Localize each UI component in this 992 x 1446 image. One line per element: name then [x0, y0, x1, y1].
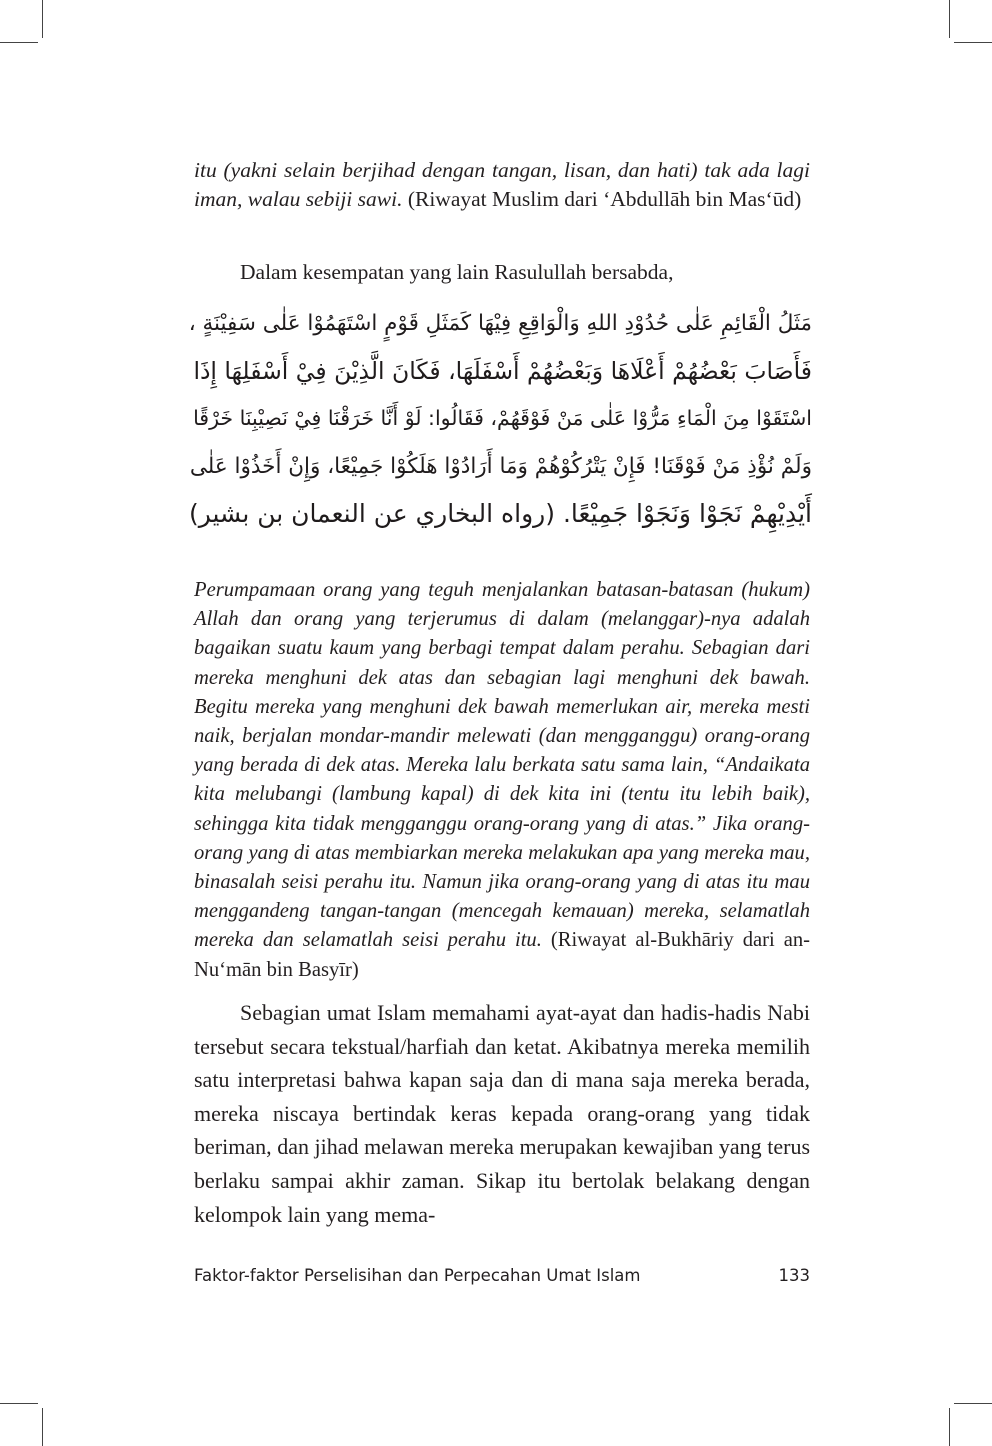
page-number: 133 — [778, 1266, 810, 1285]
arabic-line: أَيْدِيْهِمْ نَجَوْا وَنَجَوْا جَمِيْعًا. (رواه البخاري عن النعمان بن بشير) — [188, 499, 812, 528]
crop-mark — [42, 0, 43, 38]
translation-citation: (Riwayat al-Bukhāriy dari an-Nuʻmān bin Basyīr) — [194, 929, 811, 981]
body-paragraph — [194, 996, 810, 1231]
crop-mark — [42, 1408, 43, 1446]
running-footer-title: Faktor-faktor Perselisihan dan Perpecahan Umat Islam — [194, 1266, 641, 1285]
arabic-line: وَلَمْ نُؤْذِ مَنْ فَوْقَنَا! فَإِنْ يَتْرُكُوْهُمْ وَمَا أَرَادُوْا هَلَكُوْا جَمِيْعًا، وَإِنْ أَخَذُوْا عَلٰى — [189, 453, 812, 479]
arabic-line: مَثَلُ الْقَائِمِ عَلٰى حُدُوْدِ اللهِ وَالْوَاقِعِ فِيْهَا كَمَثَلِ قَوْمٍ اسْتَهَمُوْا عَلٰى سَفِيْنَةٍ ، — [188, 311, 812, 336]
translation-italic-text: Perumpamaan orang yang teguh menjalankan batasan-batasan (hukum) Allah dan orang yang terjerumus di dalam (melanggar)-nya adalah bagaikan suatu kaum yang berbagi tempat dalam perahu. Sebagian dari mereka menghuni dek atas dan sebagian lagi menghuni dek bawah. Begitu mereka yang menghuni dek bawah memerlukan air, mereka mesti naik, berjalan mondar-mandir melewati (dan mengganggu) orang-orang yang berada di dek atas. Mereka lalu berkata satu sama lain, “Andaikata kita melubangi (lambung kapal) di dek kita ini (tentu itu lebih baik), sehingga kita tidak mengganggu orang-orang yang di atas.” Jika orang-orang yang di atas membiarkan mereka melakukan apa yang mereka mau, binasalah seisi perahu itu. Namun jika orang-orang yang di atas itu mau menggandeng tangan-tangan (mencegah kemauan) mereka, selamatlah mereka dan selamatlah seisi perahu itu. — [194, 579, 810, 952]
arabic-line: فَأَصَابَ بَعْضُهُمْ أَعْلَاهَا وَبَعْضُهُمْ أَسْفَلَهَا، فَكَانَ الَّذِيْنَ فِيْ أَسْفَلِهَا إِذَا — [193, 356, 812, 385]
hadith-translation — [194, 576, 810, 985]
intro-italic-text: itu (yakni selain berjihad dengan tangan, lisan, dan hati) tak ada lagi iman, walau sebiji sawi. — [194, 158, 810, 212]
crop-mark — [954, 42, 992, 43]
arabic-hadith — [186, 300, 812, 538]
body-paragraph-text: Sebagian umat Islam memahami ayat-ayat dan hadis-hadis Nabi tersebut secara tekstual/harfiah dan ketat. Akibatnya mereka memilih satu interpretasi bahwa kapan saja dan di mana saja mereka berada, mereka niscaya bertindak keras kepada orang-orang yang tidak beriman, dan jihad melawan mereka merupakan kewajiban yang terus berlaku sampai akhir zaman. Sikap itu bertolak belakang dengan kelompok lain yang mema- — [194, 1000, 810, 1227]
crop-mark — [0, 1403, 38, 1404]
crop-mark — [954, 1403, 992, 1404]
lead-sentence-text: Dalam kesempatan yang lain Rasulullah bersabda, — [240, 260, 674, 284]
crop-mark — [949, 0, 950, 38]
intro-citation: (Riwayat Muslim dari ʻAbdullāh bin Masʻūd) — [407, 187, 802, 212]
crop-mark — [949, 1408, 950, 1446]
lead-sentence — [194, 258, 810, 287]
intro-paragraph — [194, 156, 810, 214]
arabic-line: اسْتَقَوْا مِنَ الْمَاءِ مَرُّوْا عَلٰى مَنْ فَوْقَهُمْ، فَقَالُوا: لَوْ أَنَّا خَرَقْنَا فِيْ نَصِيْبِنَا خَرْقًا — [193, 406, 812, 430]
crop-mark — [0, 42, 38, 43]
